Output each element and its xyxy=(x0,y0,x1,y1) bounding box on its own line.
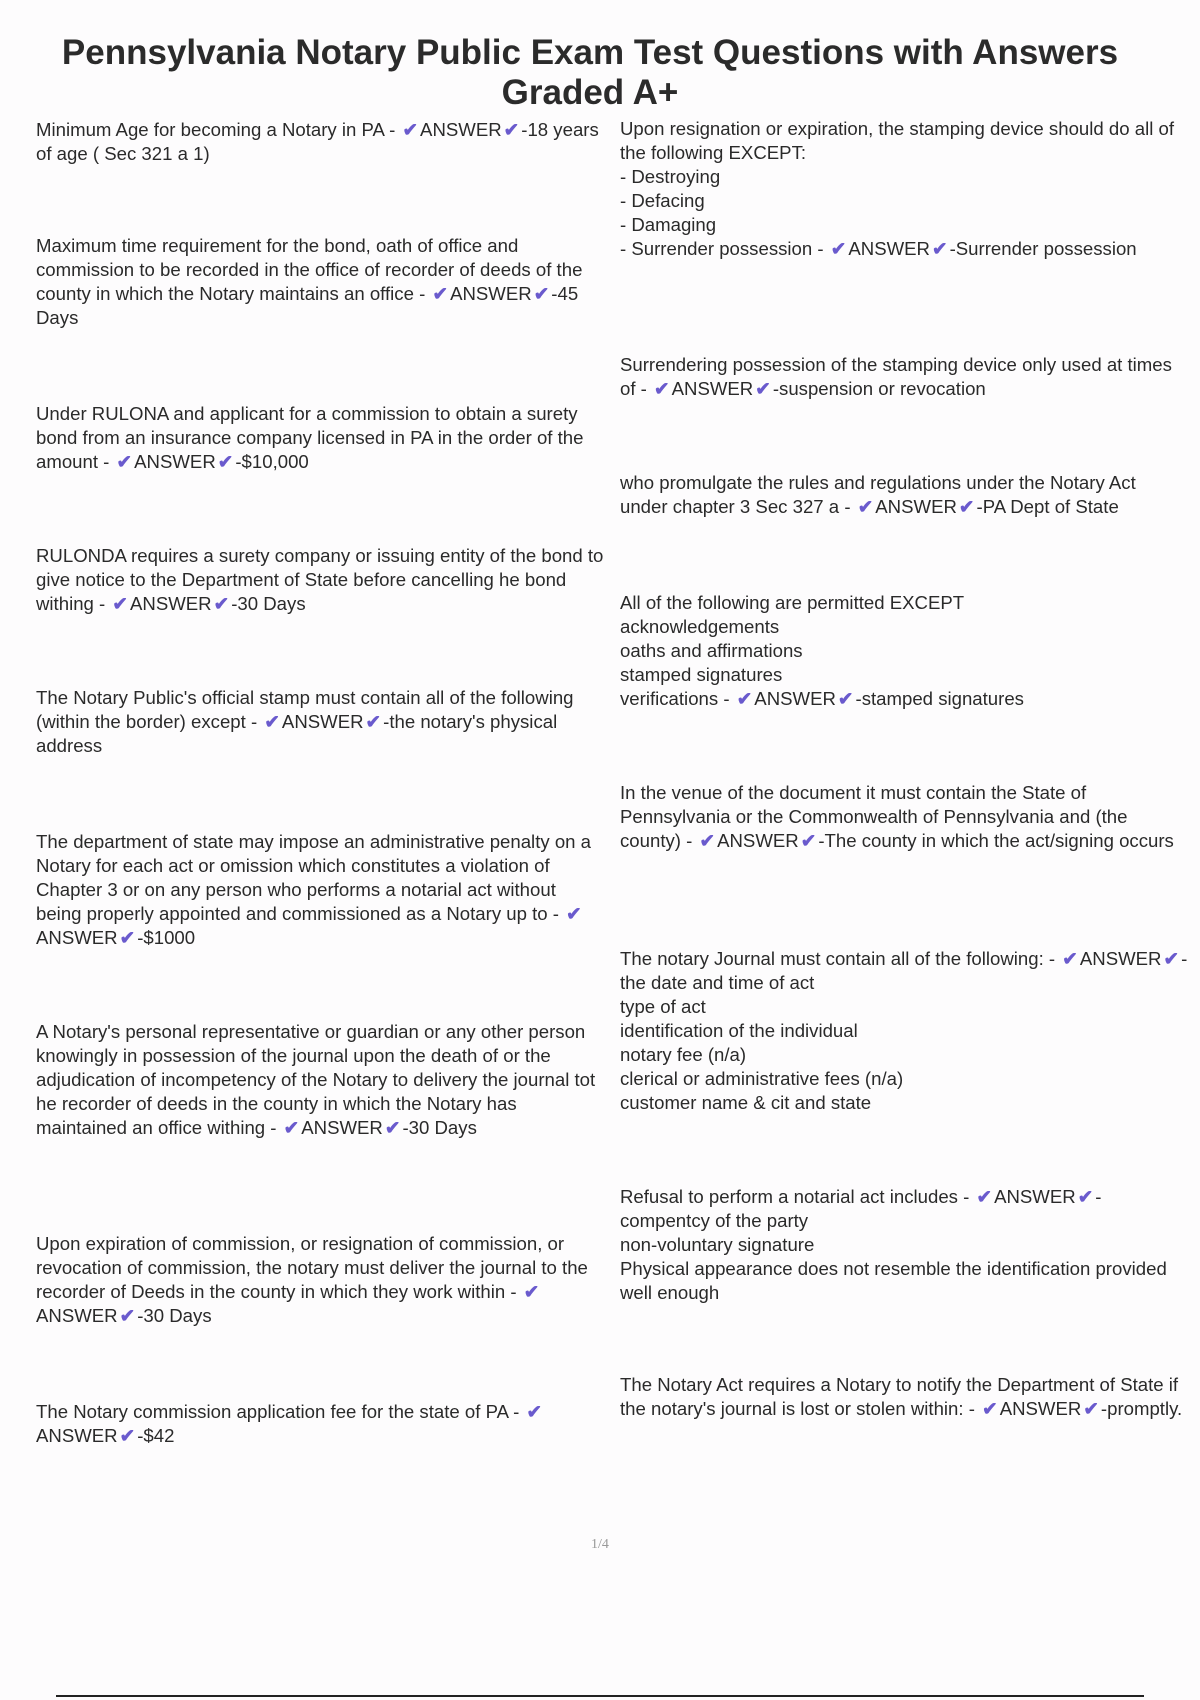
checkmark-icon: ✔ xyxy=(523,1281,540,1302)
checkmark-icon: ✔ xyxy=(119,1425,136,1446)
answer-label: ANSWER xyxy=(1079,948,1162,969)
qa-item xyxy=(620,781,1188,853)
answer-text: -The county in which the act/signing occurs xyxy=(818,830,1174,851)
qa-item xyxy=(620,117,1188,261)
question-text: who promulgate the rules and regulations under the Notary Act under chapter 3 Sec 327 a - xyxy=(620,472,1136,517)
question-text: The Notary Public's official stamp must contain all of the following (within the border) except - xyxy=(36,687,574,732)
answer-text: -Surrender possession xyxy=(949,238,1137,259)
checkmark-icon: ✔ xyxy=(654,378,670,399)
question-text: All of the following are permitted EXCEPT acknowledgements oaths and affirmations stamped signatures verifications - xyxy=(620,592,965,709)
qa-item xyxy=(620,591,1188,711)
answer-text: -30 Days xyxy=(137,1305,212,1326)
checkmark-icon: ✔ xyxy=(526,1401,543,1422)
question-text: The department of state may impose an administrative penalty on a Notary for each act or omission which constitutes a violation of Chapter 3 or on any person who performs a notarial act without being properly appointed and commissioned as a Notary up to - xyxy=(36,831,592,924)
answer-label: ANSWER xyxy=(450,283,532,304)
answer-text: -PA Dept of State xyxy=(976,496,1119,517)
answer-label: ANSWER xyxy=(994,1186,1076,1207)
checkmark-icon: ✔ xyxy=(213,593,230,614)
checkmark-icon: ✔ xyxy=(976,1186,993,1207)
answer-text: -promptly. xyxy=(1100,1398,1183,1419)
qa-item xyxy=(36,1400,604,1448)
qa-item xyxy=(36,830,604,950)
question-text: Maximum time requirement for the bond, oath of office and commission to be recorded in the office of recorder of deeds of the county in which the Notary maintains an office - xyxy=(36,235,583,304)
answer-label: ANSWER xyxy=(754,688,836,709)
answer-label: ANSWER xyxy=(999,1398,1082,1419)
checkmark-icon: ✔ xyxy=(1062,948,1078,969)
answer-text: -the date and time of act type of act identification of the individual notary fee (n/a) clerical or administrative fees (n/a) customer name & cit and state xyxy=(620,948,1188,1113)
checkmark-icon: ✔ xyxy=(283,1117,300,1138)
checkmark-icon: ✔ xyxy=(119,927,136,948)
question-text: The notary Journal must contain all of the following: - xyxy=(620,948,1061,969)
checkmark-icon: ✔ xyxy=(736,688,753,709)
answer-text: -the notary's physical address xyxy=(36,711,558,756)
checkmark-icon: ✔ xyxy=(830,238,847,259)
checkmark-icon: ✔ xyxy=(837,688,854,709)
answer-label: ANSWER xyxy=(420,119,502,140)
answer-text: -30 Days xyxy=(402,1117,477,1138)
qa-item xyxy=(620,1185,1188,1305)
answer-text: -compentcy of the party non-voluntary signature Physical appearance does not resemble the identification provided well enough xyxy=(620,1186,1167,1303)
checkmark-icon: ✔ xyxy=(432,283,449,304)
answer-text: -18 years of age ( Sec 321 a 1) xyxy=(36,119,599,164)
answer-label: ANSWER xyxy=(36,1305,118,1326)
checkmark-icon: ✔ xyxy=(365,711,382,732)
checkmark-icon: ✔ xyxy=(112,593,128,614)
qa-item xyxy=(36,544,604,616)
answer-text: -$1000 xyxy=(137,927,196,948)
checkmark-icon: ✔ xyxy=(116,451,133,472)
checkmark-icon: ✔ xyxy=(699,830,716,851)
page-title: Pennsylvania Notary Public Exam Test Questions with Answers Graded A+ xyxy=(61,33,1119,112)
qa-item xyxy=(36,1232,604,1328)
qa-item xyxy=(620,947,1188,1115)
checkmark-icon: ✔ xyxy=(857,496,874,517)
qa-item xyxy=(36,1020,604,1140)
question-text: The Notary Act requires a Notary to notify the Department of State if the notary's journal is lost or stolen within: - xyxy=(620,1374,1179,1419)
question-text: Surrendering possession of the stamping device only used at times of - xyxy=(620,354,1172,399)
question-text: Under RULONA and applicant for a commission to obtain a surety bond from an insurance company licensed in PA in the order of the amount - xyxy=(36,403,584,472)
answer-text: -30 Days xyxy=(231,593,306,614)
answer-label: ANSWER xyxy=(130,593,212,614)
qa-item xyxy=(620,471,1188,519)
qa-item xyxy=(620,1373,1188,1421)
bottom-divider xyxy=(56,1695,1144,1697)
question-text: Upon resignation or expiration, the stamping device should do all of the following EXCEPT: - Destroying - Defacing - Damaging - Surrender possession - xyxy=(620,118,1175,259)
checkmark-icon: ✔ xyxy=(958,496,975,517)
checkmark-icon: ✔ xyxy=(982,1398,998,1419)
answer-label: ANSWER xyxy=(36,927,118,948)
checkmark-icon: ✔ xyxy=(402,119,419,140)
answer-label: ANSWER xyxy=(281,711,364,732)
answer-text: -45 Days xyxy=(36,283,579,328)
page-number: 1/4 xyxy=(591,1537,609,1552)
checkmark-icon: ✔ xyxy=(119,1305,136,1326)
answer-label: ANSWER xyxy=(134,451,216,472)
checkmark-icon: ✔ xyxy=(566,903,582,924)
checkmark-icon: ✔ xyxy=(1083,1398,1099,1419)
question-text: The Notary commission application fee for the state of PA - xyxy=(36,1401,525,1422)
answer-text: -suspension or revocation xyxy=(772,378,986,399)
checkmark-icon: ✔ xyxy=(217,451,234,472)
question-text: A Notary's personal representative or guardian or any other person knowingly in possession of the journal upon the death of or the adjudication of incompetency of the Notary to delivery the journal tot he recorder of deeds in the county in which the Notary has maintained an office withing - xyxy=(36,1021,596,1138)
answer-label: ANSWER xyxy=(875,496,957,517)
qa-item xyxy=(36,402,604,474)
checkmark-icon: ✔ xyxy=(503,119,520,140)
checkmark-icon: ✔ xyxy=(1077,1186,1094,1207)
qa-item xyxy=(36,234,604,330)
question-text: RULONDA requires a surety company or issuing entity of the bond to give notice to the Department of State before cancelling he bond withing - xyxy=(36,545,604,614)
answer-label: ANSWER xyxy=(848,238,930,259)
checkmark-icon: ✔ xyxy=(931,238,948,259)
question-text: In the venue of the document it must contain the State of Pennsylvania or the Commonwealth of Pennsylvania and (the county) - xyxy=(620,782,1128,851)
question-text: Minimum Age for becoming a Notary in PA - xyxy=(36,119,401,140)
answer-text: -$42 xyxy=(137,1425,175,1446)
answer-text: -$10,000 xyxy=(235,451,309,472)
checkmark-icon: ✔ xyxy=(264,711,280,732)
checkmark-icon: ✔ xyxy=(533,283,550,304)
answer-label: ANSWER xyxy=(671,378,754,399)
qa-item xyxy=(620,353,1188,401)
answer-text: -stamped signatures xyxy=(855,688,1024,709)
answer-label: ANSWER xyxy=(301,1117,383,1138)
answer-label: ANSWER xyxy=(717,830,799,851)
question-text: Refusal to perform a notarial act includes - xyxy=(620,1186,975,1207)
checkmark-icon: ✔ xyxy=(1163,948,1180,969)
qa-item xyxy=(36,118,604,166)
question-text: Upon expiration of commission, or resignation of commission, or revocation of commission, the notary must deliver the journal to the recorder of Deeds in the county in which they work within - xyxy=(36,1233,588,1302)
checkmark-icon: ✔ xyxy=(384,1117,401,1138)
checkmark-icon: ✔ xyxy=(755,378,771,399)
checkmark-icon: ✔ xyxy=(800,830,817,851)
qa-item xyxy=(36,686,604,758)
answer-label: ANSWER xyxy=(36,1425,118,1446)
